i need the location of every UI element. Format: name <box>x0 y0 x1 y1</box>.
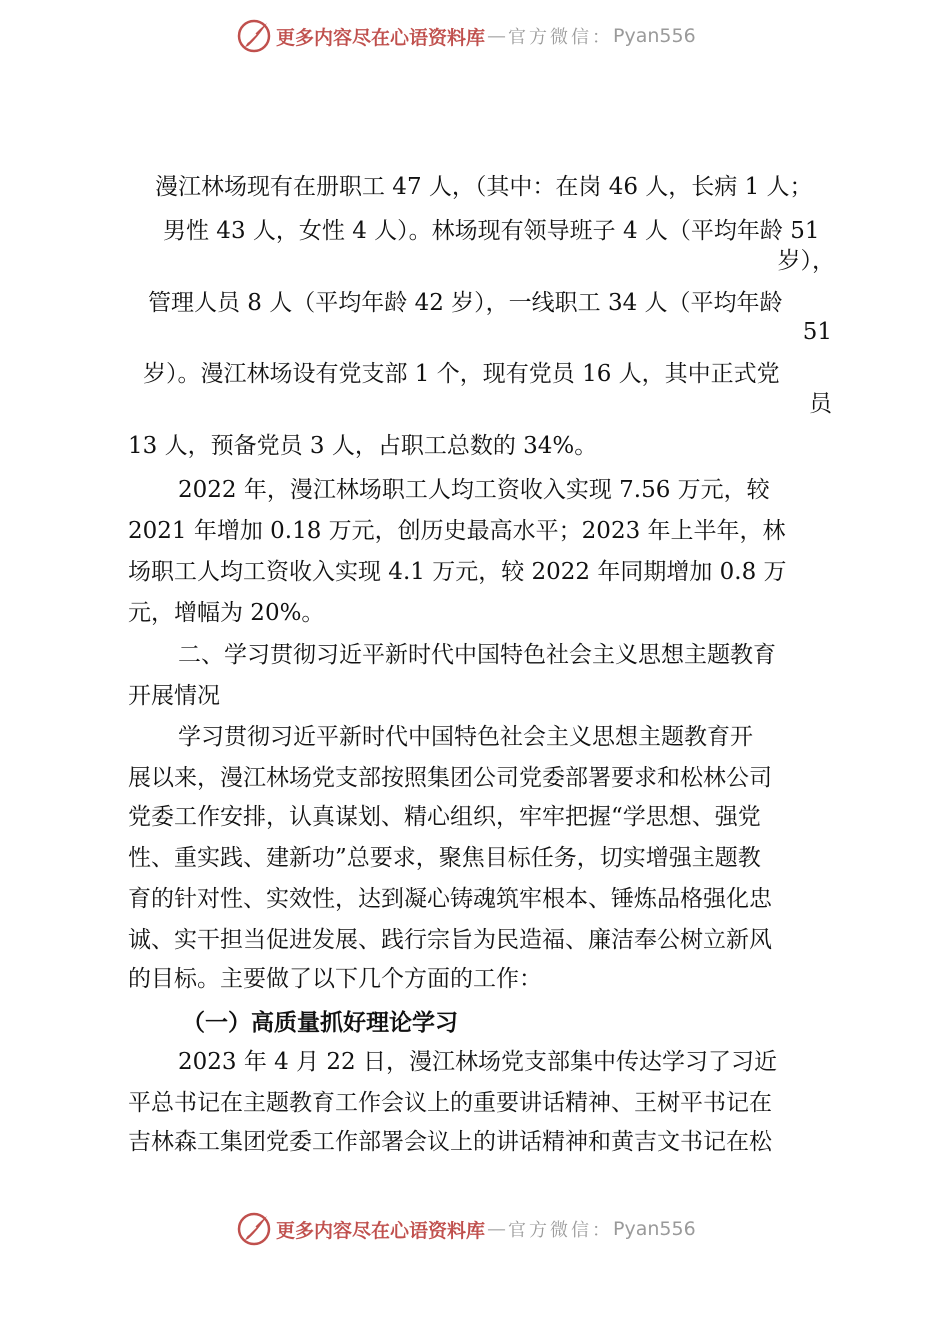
section3-body-line-2: 平总书记在主题教育工作会议上的重要讲话精神、王树平书记在 <box>128 1090 772 1116</box>
income-line-4: 元，增幅为 20%。 <box>128 600 325 626</box>
watermark-dash: — <box>487 25 507 47</box>
watermark-site-text: 更多内容尽在心语资料库 <box>276 1219 486 1242</box>
section2-body-line-1: 学习贯彻习近平新时代中国特色社会主义思想主题教育开 <box>178 724 753 750</box>
watermark-label: 官方微信： <box>508 27 614 48</box>
section2-body-line-4: 性、重实践、建新功”总要求，聚焦目标任务，切实增强主题教 <box>128 845 761 871</box>
income-line-2: 2021 年增加 0.18 万元，创历史最高水平；2023 年上半年，林 <box>128 518 786 544</box>
staff-line-2: 男性 43 人，女性 4 人）。林场现有领导班子 4 人（平均年龄 51 <box>163 218 820 244</box>
income-line-3: 场职工人均工资收入实现 4.1 万元，较 2022 年同期增加 0.8 万 <box>128 559 787 585</box>
section2-body-line-7: 的目标。主要做了以下几个方面的工作： <box>128 966 542 992</box>
section3-body-line-1: 2023 年 4 月 22 日，漫江林场党支部集中传达学习了习近 <box>178 1049 777 1075</box>
staff-line-4: 岁）。漫江林场设有党支部 1 个，现有党员 16 人，其中正式党 <box>143 361 780 387</box>
section2-body-line-6: 诚、实干担当促进发展、践行宗旨为民造福、廉洁奉公树立新风 <box>128 927 772 953</box>
staff-line-2-wrap: 岁）， <box>777 248 835 274</box>
subheading-theory-study: （一）高质量抓好理论学习 <box>182 1010 458 1036</box>
watermark-dash: — <box>487 1218 507 1240</box>
quill-logo-icon <box>236 1211 272 1247</box>
section2-body-line-3: 党委工作安排，认真谋划、精心组织，牢牢把握“学思想、强党 <box>128 804 761 830</box>
section2-body-line-5: 育的针对性、实效性，达到凝心铸魂筑牢根本、锤炼品格强化忠 <box>128 886 772 912</box>
staff-line-4-wrap: 员 <box>809 391 832 417</box>
section3-body-line-3: 吉林森工集团党委工作部署会议上的讲话精神和黄吉文书记在松 <box>128 1129 772 1155</box>
staff-line-5: 13 人，预备党员 3 人，占职工总数的 34%。 <box>128 433 598 459</box>
section2-title-line-1: 二、学习贯彻习近平新时代中国特色社会主义思想主题教育 <box>178 642 776 668</box>
income-line-1: 2022 年，漫江林场职工人均工资收入实现 7.56 万元，较 <box>178 477 770 503</box>
watermark-site-text: 更多内容尽在心语资料库 <box>276 26 486 49</box>
quill-logo-icon <box>236 18 272 54</box>
section2-title-line-2: 开展情况 <box>128 683 220 709</box>
staff-line-1: 漫江林场现有在册职工 47 人，（其中：在岗 46 人，长病 1 人； <box>155 174 813 200</box>
staff-line-3-wrap: 51 <box>802 319 832 345</box>
header-watermark <box>236 16 696 56</box>
footer-watermark <box>236 1209 696 1249</box>
staff-line-3: 管理人员 8 人（平均年龄 42 岁），一线职工 34 人（平均年龄 <box>148 290 783 316</box>
section2-body-line-2: 展以来，漫江林场党支部按照集团公司党委部署要求和松林公司 <box>128 765 772 791</box>
watermark-wechat-id: Pyan556 <box>613 25 696 47</box>
watermark-wechat-id: Pyan556 <box>613 1218 696 1240</box>
watermark-label: 官方微信： <box>508 1220 614 1241</box>
